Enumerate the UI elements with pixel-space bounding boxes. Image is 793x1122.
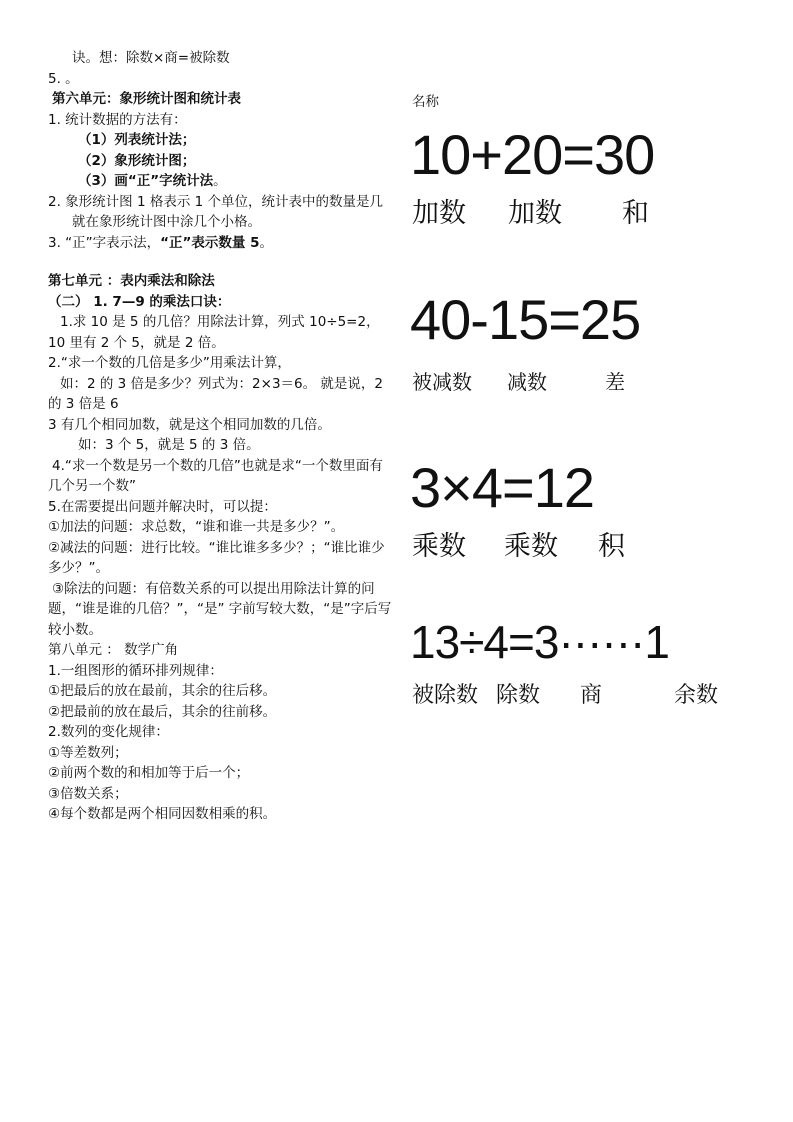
- paragraph: 5.在需要提出问题并解决时，可以提：: [48, 498, 277, 515]
- paragraph: ③倍数关系；: [48, 785, 128, 802]
- subtraction-equation: 40-15=25: [410, 288, 641, 351]
- subtraction-terms: [412, 366, 625, 398]
- term-label: 乘数: [412, 531, 466, 562]
- list-item: [48, 233, 393, 254]
- paragraph: 如：2 的 3 倍是多少？列式为：2×3＝6。 就是说，2 的 3 倍是 6: [48, 375, 384, 412]
- text-line: 5. 。: [48, 70, 79, 87]
- term-label: 和: [622, 198, 649, 229]
- paragraph: ④每个数都是两个相同因数相乘的积。: [48, 806, 277, 822]
- unit8-heading: 第八单元 ： 数学广角: [48, 642, 179, 658]
- paragraph: ②把最前的放在最后，其余的往前移。: [48, 703, 277, 720]
- term-label: 积: [598, 531, 625, 562]
- paragraph: ①把最后的放在最前，其余的往后移。: [48, 683, 277, 699]
- paragraph: 2.“求一个数的几倍是多少”用乘法计算，: [48, 355, 291, 371]
- term-label: 商: [580, 683, 603, 708]
- paragraph: 如：3 个 5，就是 5 的 3 倍。: [78, 437, 260, 453]
- paragraph: ①等差数列；: [48, 744, 128, 761]
- text: 。: [259, 234, 274, 251]
- paragraph: ③除法的问题：有倍数关系的可以提出用除法计算的问题，“谁是谁的几倍？”，“是” 字前写较大数，“是”字后写较小数。: [48, 580, 392, 638]
- subheading: （二） 1. 7—9 的乘法口诀：: [48, 293, 231, 310]
- term-label: 被减数: [412, 370, 472, 394]
- bold-text: “正”表示数量 5: [160, 234, 260, 251]
- multiplication-equation: 3×4=12: [410, 456, 594, 519]
- paragraph: ②减法的问题：进行比较。“谁比谁多多少？；“谁比谁少多少？”。: [48, 539, 385, 576]
- term-label: 被除数: [412, 683, 479, 708]
- spacer: [48, 253, 393, 271]
- text: 。: [213, 173, 227, 189]
- paragraph: 1.求 10 是 5 的几倍？用除法计算，列式 10÷5=2，10 里有 2 个 5，就是 2 倍。: [48, 314, 380, 351]
- addition-equation: 10+20=30: [410, 123, 655, 186]
- list-item: 2. 象形统计图 1 格表示 1 个单位，统计表中的数量是几就在象形统计图中涂几个小格。: [48, 193, 384, 230]
- term-label: 减数: [507, 370, 547, 394]
- paragraph: ②前两个数的和相加等于后一个；: [48, 765, 250, 781]
- list-item: 1. 统计数据的方法有：: [48, 111, 187, 128]
- division-equation: 13÷4=3······1: [410, 616, 669, 668]
- division-terms: [412, 680, 718, 712]
- term-label: 乘数: [504, 531, 558, 562]
- notes-column: [48, 48, 393, 825]
- term-label: 除数: [496, 683, 541, 708]
- bold-text: （3）画“正”字统计法: [78, 173, 214, 189]
- text-line: 诀。想：除数×商=被除数: [72, 50, 230, 66]
- paragraph: 1.一组图形的循环排列规律：: [48, 662, 223, 679]
- term-label: 余数: [674, 683, 719, 708]
- paragraph: 4.“求一个数是另一个数的几倍”也就是求“一个数里面有几个另一个数”: [48, 457, 383, 494]
- list-item: （1）列表统计法；: [78, 132, 196, 148]
- paragraph: ①加法的问题：求总数，“谁和谁一共是多少？”。: [48, 519, 345, 535]
- addition-terms: [412, 198, 649, 230]
- multiplication-terms: [412, 531, 625, 563]
- term-label: 差: [605, 370, 625, 394]
- unit6-heading: 第六单元：象形统计图和统计表: [52, 91, 241, 107]
- list-item: [48, 171, 393, 192]
- text: 3. “正”字表示法，: [48, 234, 161, 251]
- paragraph: 3 有几个相同加数，就是这个相同加数的几倍。: [48, 416, 331, 433]
- names-label: 名称: [412, 94, 439, 110]
- term-label: 加数: [508, 198, 562, 229]
- paragraph: 2.数列的变化规律：: [48, 724, 169, 740]
- term-label: 加数: [412, 198, 466, 229]
- unit7-heading: 第七单元 ：表内乘法和除法: [48, 273, 215, 289]
- list-item: （2）象形统计图；: [78, 152, 196, 169]
